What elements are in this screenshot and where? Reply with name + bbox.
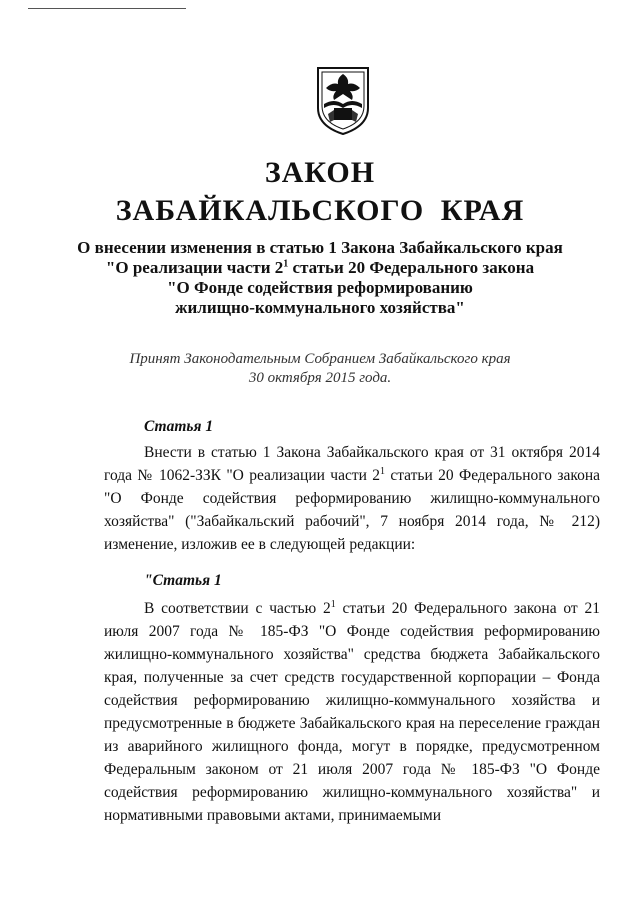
law-region-title: ЗАБАЙКАЛЬСКОГО КРАЯ xyxy=(115,194,525,227)
coat-of-arms-icon xyxy=(314,64,372,136)
adoption-date: 30 октября 2015 года. xyxy=(248,370,392,386)
para1-end: статьи 20 Федерального закона "О Фонде содействия реформированию жилищно-коммунального хозяйства" ("Забайкальский рабочий", 7 ноября 2014 года, № 212) изменение, изложив ее в следующей редакции: xyxy=(104,467,600,553)
top-scan-rule xyxy=(28,8,186,9)
law-title: ЗАКОН xyxy=(264,156,376,189)
subtitle-line-2-start: "О реализации части 2 xyxy=(105,258,284,277)
subtitle-line-2-end: статьи 20 Федерального закона xyxy=(288,258,535,277)
subtitle-line-3: "О Фонде содействия реформированию xyxy=(167,278,473,297)
subtitle-line-4: жилищно-коммунального хозяйства" xyxy=(175,298,465,317)
adoption-note xyxy=(120,350,520,388)
article-1-heading: Статья 1 xyxy=(144,418,214,435)
para2-start: В соответствии с частью 2 xyxy=(144,600,331,617)
quoted-article-heading: "Статья 1 xyxy=(144,572,222,589)
article-1-paragraph xyxy=(104,441,600,556)
quoted-article-paragraph xyxy=(104,597,600,827)
subtitle-line-1: О внесении изменения в статью 1 Закона Забайкальского края xyxy=(77,238,563,257)
para1-superscript: 1 xyxy=(380,465,385,477)
subtitle-line-2 xyxy=(60,258,580,278)
adoption-line-1: Принят Законодательным Собранием Забайкальского края xyxy=(129,351,511,367)
law-subtitle xyxy=(60,238,580,318)
subtitle-superscript: 1 xyxy=(283,258,289,270)
para2-superscript: 1 xyxy=(330,598,336,610)
para2-end: статьи 20 Федерального закона от 21 июля 2007 года № 185-ФЗ "О Фонде содействия реформированию жилищно-коммунального хозяйства" средства бюджета Забайкальского края, полученные за счет средств государственной корпорации – Фонда содействия реформированию жилищно-коммунального хозяйства и предусмотренные в бюджете Забайкальского края на переселение граждан из аварийного жилищного фонда, могут в порядке, предусмотренном Федеральным законом от 21 июля 2007 года № 185-ФЗ "О Фонде содействия реформированию жилищно-коммунального хозяйства" и нормативными правовыми актами, принимаемыми xyxy=(104,600,600,824)
para1-start: Внести в статью 1 Закона Забайкальского края от 31 октября 2014 года № 1062-ЗЗК "О реализации части 2 xyxy=(104,444,600,484)
